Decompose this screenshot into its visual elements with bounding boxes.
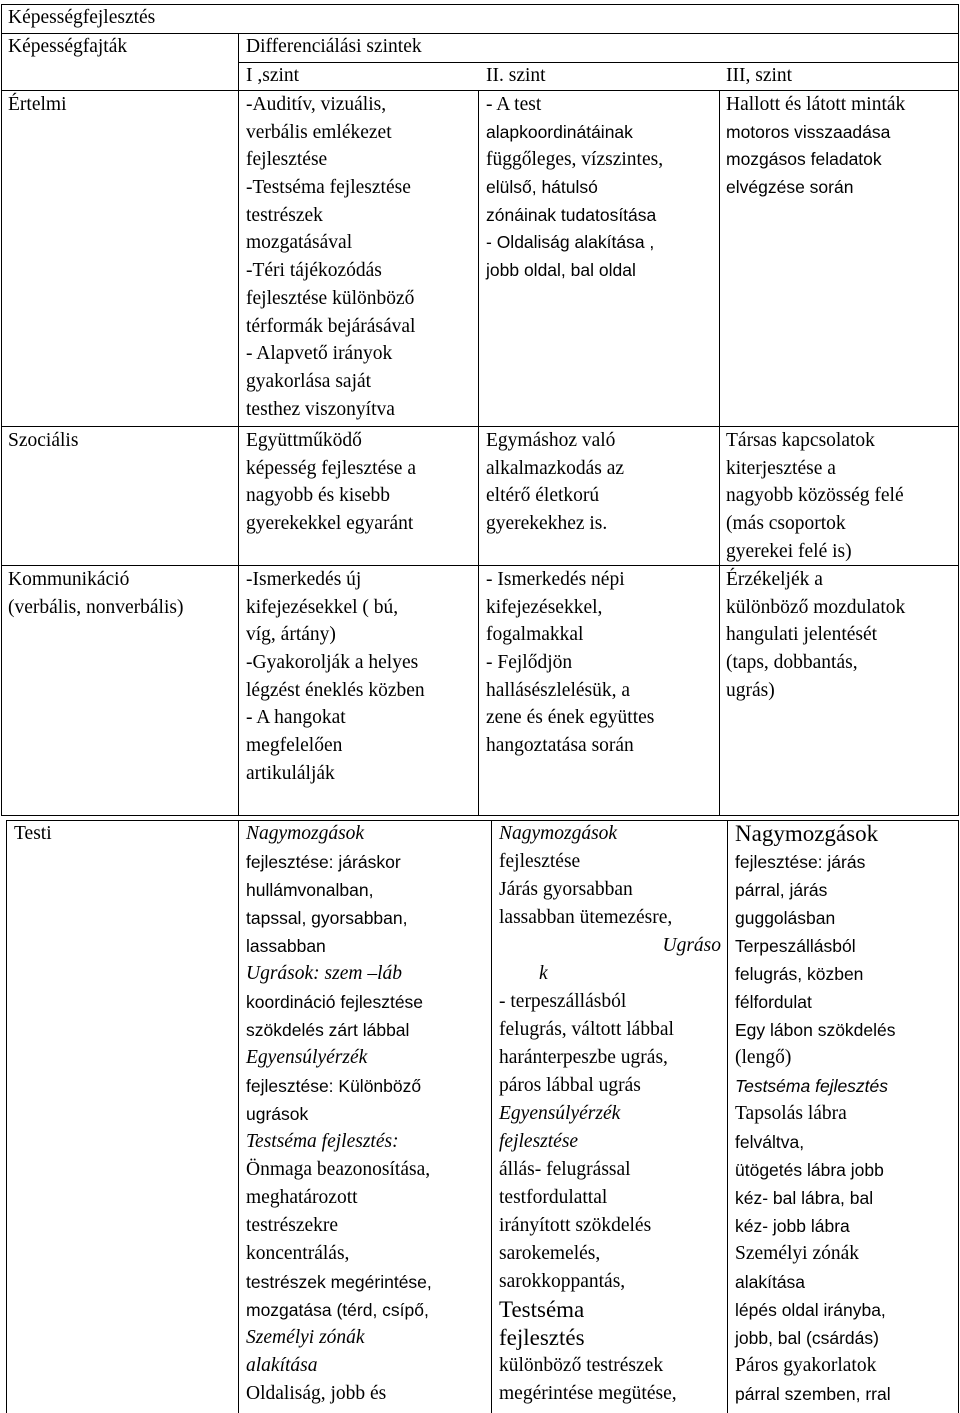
cell-line: különböző testrészek — [499, 1355, 664, 1376]
cell-line: -Auditív, vizuális, — [246, 94, 387, 115]
cell-line: Páros gyakorlatok — [735, 1355, 877, 1376]
cell-line: Önmaga beazonosítása, — [246, 1159, 431, 1180]
cell-line: jobb oldal, bal oldal — [486, 260, 636, 281]
cell-line: nagyobb és kisebb — [246, 485, 391, 507]
cell-line: hullámvonalban, — [246, 880, 374, 900]
cell-line: megérintése megütése, — [499, 1383, 677, 1404]
cell-line: fejlesztése — [499, 851, 581, 872]
cell-line: képesség fejlesztése a — [246, 457, 416, 479]
cell-line: elülső, hátulsó — [486, 177, 598, 198]
column-header-skill-types: Képességfajták — [8, 36, 128, 57]
testi-col2-text — [499, 820, 721, 1408]
cell-line: kifejezésekkel ( bú, — [246, 596, 399, 618]
cell-line: ugrás) — [726, 679, 775, 701]
cell-line: Hallott és látott minták — [726, 94, 906, 115]
cell-line: verbális emlékezet — [246, 121, 392, 143]
row-1-level2-text — [486, 91, 663, 285]
row-2-level2-text — [486, 427, 624, 538]
cell-line: hallásészlelésük, a — [486, 679, 631, 701]
cell-line: Egy lábon szökdelés — [735, 1020, 896, 1040]
cell-line: testhez viszonyítva — [246, 398, 395, 420]
cell-line: - Ismerkedés népi — [486, 569, 625, 590]
cell-line: (taps, dobbantás, — [726, 652, 858, 674]
cell-line: -Ismerkedés új — [246, 569, 362, 590]
cell-line: - terpeszállásból — [499, 991, 627, 1012]
cell-line: alapkoordinátáinak — [486, 121, 633, 142]
cell-line: Személyi zónák — [735, 1243, 859, 1264]
cell-line: kifejezésekkel, — [486, 596, 603, 618]
cell-line: gyerekekkel egyaránt — [246, 513, 414, 535]
cell-line: testrészek — [246, 204, 323, 226]
cell-line: szökdelés zárt lábbal — [246, 1020, 410, 1040]
cell-line: Kommunikáció — [8, 569, 130, 590]
cell-line: Érzékeljék a — [726, 569, 823, 590]
cell-line: tapssal, gyorsabban, — [246, 908, 408, 928]
cell-line: ütögetés lábra jobb — [735, 1160, 884, 1180]
cell-line: Szociális — [8, 430, 79, 451]
level-1-header: I ,szint — [246, 65, 300, 86]
cell-line: fejlesztése: járás — [735, 852, 866, 872]
cell-line: gyerekei felé is) — [726, 540, 852, 562]
cell-line: Együttműködő — [246, 430, 362, 451]
cell-line: koncentrálás, — [246, 1243, 350, 1264]
testi-category: Testi — [14, 823, 52, 844]
row-1-level1-text — [246, 91, 415, 423]
cell-line: Társas kapcsolatok — [726, 430, 875, 451]
cell-line: mozgásos feladatok — [726, 149, 882, 170]
cell-line: jobb, bal (csárdás) — [735, 1328, 879, 1348]
cell-line: lassabban — [246, 936, 326, 956]
cell-line: lépés oldal irányba, — [735, 1300, 886, 1320]
cell-line: - Fejlődjön — [486, 652, 573, 674]
cell-line: páros lábbal ugrás — [499, 1075, 641, 1096]
cell-line: kéz- bal lábra, bal — [735, 1188, 874, 1208]
cell-line: nagyobb közösség felé — [726, 485, 904, 507]
cell-line: haránterpeszbe ugrás, — [499, 1047, 668, 1068]
cell-line: Terpeszállásból — [735, 936, 856, 956]
cell-line: Egyensúlyérzék — [246, 1047, 368, 1068]
cell-line: testrészek megérintése, — [246, 1272, 432, 1292]
cell-line: meghatározott — [246, 1187, 358, 1208]
cell-line: artikulálják — [246, 762, 335, 784]
cell-line: eltérő életkorú — [486, 485, 600, 507]
cell-line: fogalmakkal — [486, 624, 584, 646]
row-3-level1-text — [246, 566, 425, 788]
level-3-header: III, szint — [726, 65, 793, 86]
cell-line: zónáinak tudatosítása — [486, 204, 657, 225]
cell-line: (más csoportok — [726, 513, 846, 535]
cell-line: zene és ének együttes — [486, 707, 655, 729]
cell-line: elvégzése során — [726, 177, 854, 198]
cell-line: - A test — [486, 94, 542, 115]
row-2-level3-text — [726, 427, 904, 565]
cell-line: Nagymozgások — [735, 821, 879, 846]
cell-line: légzést éneklés közben — [246, 679, 425, 701]
cell-line: - Oldaliság alakítása , — [486, 232, 655, 253]
cell-line: Tapsolás lábra — [735, 1103, 847, 1124]
cell-line: állás- felugrással — [499, 1159, 631, 1180]
cell-line: kiterjesztése a — [726, 457, 836, 479]
cell-line: felváltva, — [735, 1132, 805, 1152]
cell-line: Értelmi — [8, 94, 67, 115]
cell-line: Testséma fejlesztés — [735, 1076, 889, 1096]
cell-line: fejlesztés — [499, 1325, 585, 1350]
cell-line: koordináció fejlesztése — [246, 992, 424, 1012]
row-3-category — [8, 566, 183, 621]
cell-line: (verbális, nonverbális) — [8, 596, 184, 618]
cell-line: motoros visszaadása — [726, 121, 891, 142]
cell-line: -Gyakorolják a helyes — [246, 652, 419, 674]
cell-line: víg, ártány) — [246, 624, 336, 646]
cell-line: térformák bejárásával — [246, 315, 416, 337]
cell-line: hangoztatása során — [486, 735, 634, 757]
cell-line: sarokkoppantás, — [499, 1271, 626, 1292]
cell-line: mozgatása (térd, csípő, — [246, 1300, 429, 1320]
cell-line: guggolásban — [735, 908, 836, 928]
cell-line: -Téri tájékozódás — [246, 260, 382, 282]
cell-line: irányított szökdelés — [499, 1215, 652, 1236]
cell-line: gyerekekhez is. — [486, 513, 608, 535]
cell-line: Testséma — [499, 1297, 585, 1322]
cell-line: fejlesztése különböző — [246, 287, 415, 309]
cell-line: hangulati jelentését — [726, 624, 878, 646]
cell-line: felugrás, közben — [735, 964, 864, 984]
cell-line: fejlesztése: Különböző — [246, 1076, 422, 1096]
cell-line: kéz- jobb lábra — [735, 1216, 850, 1236]
cell-line: testrészekre — [246, 1215, 339, 1236]
row-2-category — [8, 427, 78, 455]
cell-line: - Alapvető irányok — [246, 343, 393, 365]
level-2-header: II. szint — [486, 65, 546, 86]
row-2-level1-text — [246, 427, 416, 538]
cell-line: (lengő) — [735, 1047, 792, 1068]
row-1-level3-text — [726, 91, 905, 202]
cell-line: félfordulat — [735, 992, 812, 1012]
cell-line: Járás gyorsabban — [499, 879, 633, 900]
cell-line: alkalmazkodás az — [486, 457, 625, 479]
row-3-level2-text — [486, 566, 654, 760]
cell-line: -Testséma fejlesztése — [246, 177, 411, 199]
cell-line: párral, járás — [735, 880, 828, 900]
cell-line: sarokemelés, — [499, 1243, 601, 1264]
table-title: Képességfejlesztés — [8, 7, 156, 28]
cell-line: Ugrások: szem –láb — [246, 963, 402, 984]
cell-line: felugrás, váltott lábbal — [499, 1019, 674, 1040]
cell-line: alakítása — [246, 1355, 318, 1376]
cell-line: ugrások — [246, 1104, 309, 1124]
cell-line: különböző mozdulatok — [726, 596, 906, 618]
cell-line: párral szemben, rral — [735, 1384, 891, 1404]
cell-line: Oldaliság, jobb és — [246, 1383, 387, 1404]
cell-line: fejlesztése: járáskor — [246, 852, 401, 872]
cell-line: testfordulattal — [499, 1187, 608, 1208]
testi-col3-text — [735, 820, 896, 1408]
column-header-levels: Differenciálási szintek — [246, 36, 422, 57]
testi-col1-text — [246, 820, 432, 1408]
cell-line: függőleges, vízszintes, — [486, 149, 664, 171]
row-1-category — [8, 91, 66, 119]
cell-line: - A hangokat — [246, 707, 346, 729]
cell-line: fejlesztése — [499, 1131, 579, 1152]
cell-line: alakítása — [735, 1272, 806, 1292]
cell-line: Ugráso — [662, 935, 721, 956]
cell-line: Nagymozgások — [246, 823, 365, 844]
cell-line: Személyi zónák — [246, 1327, 365, 1348]
cell-line: fejlesztése — [246, 149, 328, 171]
cell-line: mozgatásával — [246, 232, 353, 254]
row-3-level3-text — [726, 566, 905, 704]
cell-line: gyakorlása saját — [246, 370, 372, 392]
cell-line: k — [539, 963, 548, 984]
cell-line: Testséma fejlesztés: — [246, 1131, 399, 1152]
cell-line: Egymáshoz való — [486, 430, 616, 451]
cell-line: lassabban ütemezésre, — [499, 907, 673, 928]
cell-line: megfelelően — [246, 735, 343, 757]
cell-line: Nagymozgások — [499, 823, 618, 844]
cell-line: Egyensúlyérzék — [499, 1103, 621, 1124]
